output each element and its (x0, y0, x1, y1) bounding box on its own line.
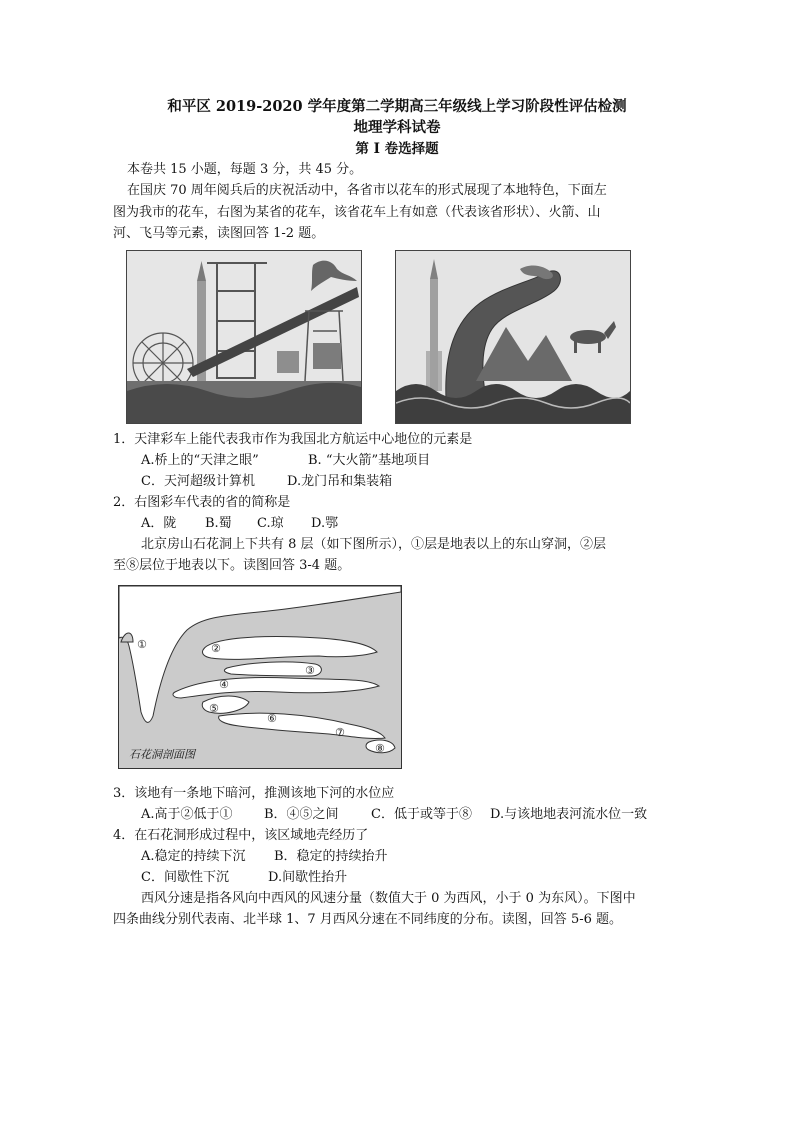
subject-title: 地理学科试卷 (353, 119, 441, 136)
wind-intro-line-2: 四条曲线分别代表南、北半球 1、7 月西风分速在不同纬度的分布。读图，回答 5-6 题。 (113, 912, 623, 927)
question-2-option-c[interactable]: C.琼 (257, 516, 284, 531)
intro-paragraph-2-line-2: 图为我市的花车，右图为某省的花车，该省花车上有如意（代表该省形状）、火箭、山 (113, 205, 601, 220)
tianjin-float-photo (126, 250, 362, 424)
cave-label-4: ④ (219, 678, 229, 691)
question-3-option-a[interactable]: A.高于②低于① (141, 807, 233, 822)
question-1-option-a[interactable]: A.桥上的“天津之眼” (141, 453, 259, 468)
question-2-option-b[interactable]: B.蜀 (205, 516, 232, 531)
cave-intro-line-2: 至⑧层位于地表以下。读图回答 3-4 题。 (113, 558, 351, 573)
question-3-option-d[interactable]: D.与该地地表河流水位一致 (490, 807, 648, 822)
question-4-option-a[interactable]: A.稳定的持续下沉 (141, 849, 246, 864)
question-4-option-d[interactable]: D.间歇性抬升 (268, 870, 348, 885)
province-float-photo (395, 250, 631, 424)
cave-intro-line-1: 北京房山石花洞上下共有 8 层（如下图所示），①层是地表以上的东山穿洞，②层 (141, 537, 607, 552)
question-3-option-b[interactable]: B．④⑤之间 (264, 807, 339, 822)
question-4-stem: 4．在石花洞形成过程中，该区域地壳经历了 (113, 828, 369, 843)
cave-label-5: ⑤ (209, 702, 219, 715)
question-3-stem: 3．该地有一条地下暗河，推测该地下河的水位应 (113, 786, 395, 801)
question-2-option-a[interactable]: A．陇 (141, 516, 177, 531)
intro-paragraph-1: 本卷共 15 小题，每题 3 分，共 45 分。 (127, 162, 363, 177)
cave-label-1: ① (137, 638, 147, 651)
container-icon (313, 343, 341, 369)
question-1-option-d[interactable]: D.龙门吊和集装箱 (287, 474, 393, 489)
cave-label-2: ② (211, 642, 221, 655)
cave-label-7: ⑦ (335, 726, 345, 739)
question-3-option-c[interactable]: C．低于或等于⑧ (371, 807, 472, 822)
question-4-option-c[interactable]: C．间歇性下沉 (141, 870, 229, 885)
cave-label-8: ⑧ (375, 742, 385, 755)
cave-label-3: ③ (305, 664, 315, 677)
section-title: 第 I 卷选择题 (355, 141, 439, 157)
cave-label-6: ⑥ (267, 712, 277, 725)
question-2-option-d[interactable]: D.鄂 (311, 516, 339, 531)
intro-paragraph-2-line-1: 在国庆 70 周年阅兵后的庆祝活动中，各省市以花车的形式展现了本地特色，下面左 (127, 183, 607, 198)
cave-figure-caption: 石花洞剖面图 (129, 748, 195, 761)
cave-cross-section-figure (118, 585, 402, 769)
wind-intro-line-1: 西风分速是指各风向中西风的风速分量（数值大于 0 为西风，小于 0 为东风）。下图中 (141, 891, 636, 906)
intro-paragraph-2-line-3: 河、飞马等元素，读图回答 1-2 题。 (113, 226, 325, 241)
question-2-stem: 2．右图彩车代表的省的简称是 (113, 495, 291, 510)
exam-title: 和平区 2019-2020 学年度第二学期高三年级线上学习阶段性评估检测 (167, 98, 627, 115)
question-1-option-b[interactable]: B. “大火箭”基地项目 (308, 453, 431, 468)
question-1-stem: 1．天津彩车上能代表我市作为我国北方航运中心地位的元素是 (113, 432, 473, 447)
question-4-option-b[interactable]: B．稳定的持续抬升 (274, 849, 388, 864)
question-1-option-c[interactable]: C．天河超级计算机 (141, 474, 255, 489)
